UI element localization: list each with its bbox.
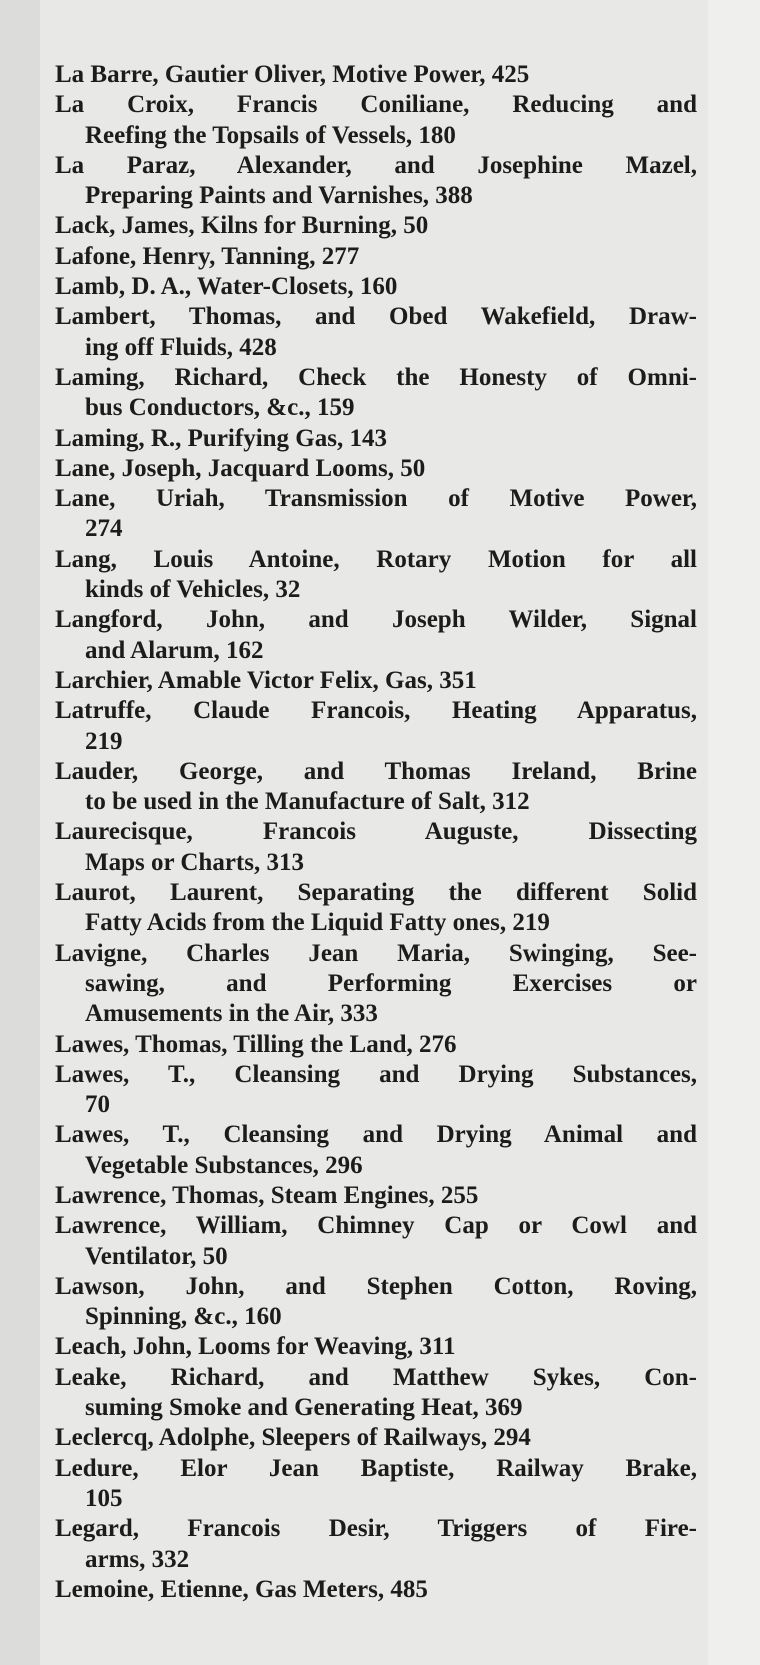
entry-line: Lane, Joseph, Jacquard Looms, 50: [55, 454, 426, 482]
index-entry: [55, 757, 697, 818]
entry-line: Leclercq, Adolphe, Sleepers of Railways, 294: [55, 1424, 531, 1452]
index-entry: [55, 242, 697, 272]
index-entry: [55, 1332, 697, 1362]
index-entry: [55, 878, 697, 939]
index-entry: [55, 1120, 697, 1181]
entry-line: La Paraz, Alexander, and Josephine Mazel,: [55, 151, 697, 179]
entry-line: Lavigne, Charles Jean Maria, Swinging, See-: [55, 939, 697, 967]
index-entry: [55, 302, 697, 363]
index-entry: [55, 454, 697, 484]
entry-continuation-line: ing off Fluids, 428: [85, 333, 277, 361]
entry-line: Lawson, John, and Stephen Cotton, Roving,: [55, 1272, 697, 1300]
entry-line: Laming, R., Purifying Gas, 143: [55, 424, 387, 452]
entry-line: Latruffe, Claude Francois, Heating Apparatus,: [55, 697, 697, 725]
entry-continuation-line: Ventilator, 50: [85, 1242, 228, 1270]
entry-continuation-line: 105: [85, 1484, 123, 1512]
entry-continuation-line: Spinning, &c., 160: [85, 1303, 282, 1331]
entry-continuation-line: arms, 332: [85, 1545, 190, 1573]
entry-continuation-line: to be used in the Manufacture of Salt, 312: [85, 788, 530, 816]
entry-continuation-line: sawing, and Performing Exercises or: [85, 969, 697, 997]
index-entry: [55, 1272, 697, 1333]
index-entry: [55, 1211, 697, 1272]
entry-line: Lauder, George, and Thomas Ireland, Brine: [55, 757, 697, 785]
entry-line: La Barre, Gautier Oliver, Motive Power, 425: [55, 61, 530, 88]
page-edge: [708, 0, 760, 1665]
entry-line: Lane, Uriah, Transmission of Motive Power,: [55, 485, 697, 513]
entry-line: Lack, James, Kilns for Burning, 50: [55, 212, 429, 240]
index-entry: [55, 1030, 697, 1060]
index-entry: [55, 1514, 697, 1575]
entry-line: Lawes, T., Cleansing and Drying Animal and: [55, 1121, 697, 1149]
index-entry: [55, 272, 697, 302]
index-entry: [55, 1423, 697, 1453]
entry-line: Lang, Louis Antoine, Rotary Motion for all: [55, 545, 697, 573]
index-entry: [55, 605, 697, 666]
index-entry: [55, 1575, 697, 1605]
entry-continuation-line: and Alarum, 162: [85, 636, 264, 664]
entry-continuation-line: kinds of Vehicles, 32: [85, 576, 301, 604]
entry-line: Langford, John, and Joseph Wilder, Signal: [55, 606, 697, 634]
entry-line: Lamb, D. A., Water-Closets, 160: [55, 273, 398, 301]
index-entry: [55, 1060, 697, 1121]
entry-continuation-line: Amusements in the Air, 333: [85, 1000, 378, 1028]
index-entry: [55, 817, 697, 878]
index-entry: [55, 666, 697, 696]
entry-line: Lawrence, Thomas, Steam Engines, 255: [55, 1181, 479, 1209]
index-entry: [55, 1363, 697, 1424]
entry-continuation-line: Maps or Charts, 313: [85, 848, 304, 876]
entry-line: Laming, Richard, Check the Honesty of Omni-: [55, 363, 697, 391]
entry-line: Lawrence, William, Chimney Cap or Cowl and: [55, 1212, 697, 1240]
entry-continuation-line: Vegetable Substances, 296: [85, 1151, 363, 1179]
entry-continuation-line: suming Smoke and Generating Heat, 369: [85, 1394, 523, 1422]
entry-continuation-line: Preparing Paints and Varnishes, 388: [85, 182, 473, 210]
entry-line: Ledure, Elor Jean Baptiste, Railway Brake,: [55, 1454, 697, 1482]
index-entry: [55, 1454, 697, 1515]
entry-continuation-line: bus Conductors, &c., 159: [85, 394, 355, 422]
entry-line: Larchier, Amable Victor Felix, Gas, 351: [55, 666, 477, 694]
index-entry: [55, 484, 697, 545]
entry-continuation-line: 70: [85, 1091, 110, 1119]
entry-continuation-line: 274: [85, 515, 123, 543]
entry-line: Lawes, Thomas, Tilling the Land, 276: [55, 1030, 457, 1058]
index-entry: [55, 211, 697, 241]
entry-line: Laurot, Laurent, Separating the different Solid: [55, 879, 697, 907]
entry-line: Laurecisque, Francois Auguste, Dissecting: [55, 818, 697, 846]
index-entry: [55, 696, 697, 757]
index-entry: [55, 424, 697, 454]
entry-continuation-line: 219: [85, 727, 123, 755]
index-entry: [55, 1181, 697, 1211]
entry-continuation-line: Fatty Acids from the Liquid Fatty ones, 219: [85, 909, 550, 937]
entry-line: Lambert, Thomas, and Obed Wakefield, Draw-: [55, 303, 697, 331]
index-entry: [55, 90, 697, 151]
entry-line: Lemoine, Etienne, Gas Meters, 485: [55, 1575, 428, 1603]
entry-line: Legard, Francois Desir, Triggers of Fire-: [55, 1515, 697, 1543]
index-entry: [55, 363, 697, 424]
index-entry: [55, 60, 697, 90]
entry-line: Leake, Richard, and Matthew Sykes, Con-: [55, 1363, 697, 1391]
entry-line: Lawes, T., Cleansing and Drying Substances,: [55, 1060, 697, 1088]
patentee-index-list: [55, 60, 697, 1605]
entry-continuation-line: Reefing the Topsails of Vessels, 180: [85, 121, 456, 149]
entry-line: Leach, John, Looms for Weaving, 311: [55, 1333, 456, 1361]
entry-line: Lafone, Henry, Tanning, 277: [55, 242, 360, 270]
index-entry: [55, 545, 697, 606]
entry-line: La Croix, Francis Coniliane, Reducing and: [55, 91, 697, 119]
index-entry: [55, 939, 697, 1030]
index-entry: [55, 151, 697, 212]
